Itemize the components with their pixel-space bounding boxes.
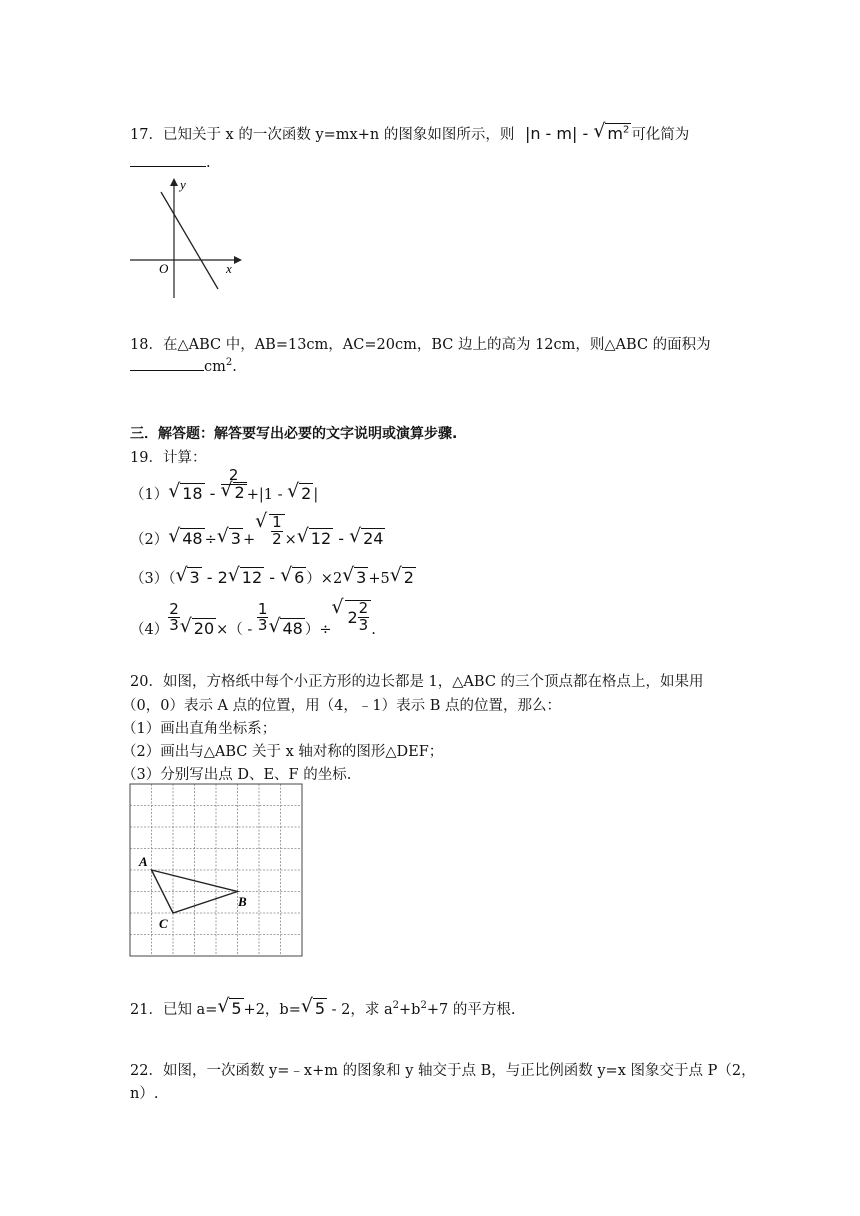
q21-e2: 2 [420, 1000, 427, 1012]
q19-p2-fraction [271, 515, 283, 548]
q19-p4-mn: 2 [358, 599, 369, 617]
q19-p4-md: 3 [358, 615, 369, 634]
q19-p3-open: （ [168, 571, 176, 587]
q19-p2-plus: + [242, 531, 256, 548]
q17-x-label: x [226, 261, 232, 276]
q19-p3-rad4-content: 3 [356, 568, 367, 587]
q19-p4-d1: 3 [169, 616, 179, 635]
q19-p4-rad1 [180, 619, 216, 638]
q19-p3-rad5 [390, 568, 416, 587]
q19-p3-m2: - [264, 568, 281, 587]
q18-text: 18．在△ABC 中，AB=13cm，AC=20cm，BC 边上的高为 12cm，则△ABC 的面积为 [130, 337, 711, 353]
q17-origin-label: O [159, 261, 169, 276]
q21-t4: +b [399, 1002, 421, 1018]
q19-p4-end: . [371, 621, 376, 638]
q19-p4-rad2 [268, 619, 304, 638]
q18-unit: cm [204, 359, 226, 375]
q17-y-arrow [170, 178, 178, 186]
q19-p2-rad1-content: 48 [182, 528, 203, 548]
q17-rad-content: m [607, 124, 623, 143]
q19-p2-rad4-content: 24 [363, 528, 384, 548]
q19-p1-close: | [313, 486, 319, 503]
q18-answer-line [130, 356, 237, 375]
q21-rad2-content: 5 [314, 999, 326, 1018]
q19-p3-rad5-content: 2 [403, 568, 414, 587]
q19-p1-tail: +|1 - [246, 486, 288, 503]
q19-p4-n1: 2 [169, 599, 179, 618]
q19-p2-rad1 [168, 529, 204, 548]
q19-p4-n2: 1 [257, 599, 268, 618]
q21-t5: +7 的平方根. [426, 1002, 516, 1018]
q20-label-c: C [159, 916, 168, 931]
q19-p2-rad2 [217, 529, 243, 548]
q17-minus: - [577, 124, 594, 143]
q19-part2 [130, 514, 385, 549]
q21-e1: 2 [392, 1000, 400, 1012]
q20-line4: （2）画出与△ABC 关于 x 轴对称的图形△DEF； [122, 744, 444, 760]
q19-p2-frac-rad [255, 514, 285, 548]
q17-text [130, 123, 689, 144]
q20-line5: （3）分别写出点 D、E、F 的坐标. [122, 767, 352, 783]
section3-title: 三．解答题：解答要写出必要的文字说明或演算步骤. [130, 426, 458, 442]
q20-grid [130, 784, 302, 956]
q19-p3-label: （3） [130, 571, 169, 587]
q19-p1-num: 2 [228, 466, 239, 484]
q19-p2-rad4 [349, 529, 385, 548]
q17-stem: 17．已知关于 x 的一次函数 y=mx+n 的图象如图所示，则 [130, 127, 515, 143]
q19-p1-den-content: 2 [234, 482, 245, 502]
q20-line3: （1）画出直角坐标系； [122, 721, 277, 737]
q19-p3-plus: +5 [368, 571, 390, 587]
q20-line1: 20．如图，方格纸中每个小正方形的边长都是 1，△ABC 的三个顶点都在格点上，如果用 [130, 674, 704, 690]
q19-p2-times: × [284, 531, 297, 548]
q19-p4-label: （4） [130, 621, 169, 638]
q19-p4-frac2 [257, 599, 269, 635]
q19-p2-rad3 [297, 529, 333, 548]
q19-p1-rad2-content: 2 [301, 483, 312, 503]
q19-p4-close: ）÷ [304, 621, 332, 638]
q21-rad2 [301, 999, 327, 1018]
q18-end: . [232, 359, 237, 375]
q19-p2-fnum: √ 1 [272, 513, 282, 531]
q21-rad1 [217, 999, 243, 1018]
q17-y-label: y [180, 177, 186, 192]
q17-rad-exp: 2 [622, 124, 630, 136]
q17-tail: 可化简为 [631, 127, 690, 143]
q19-p1-fraction [221, 468, 247, 502]
q19-p1-rad1 [168, 484, 204, 503]
q21-rad1-content: 5 [231, 999, 242, 1018]
q17-radical [593, 124, 631, 143]
q19-p3-rad3 [280, 568, 306, 587]
q19-p1-rad2 [287, 484, 313, 503]
q20-grid-figure [128, 782, 306, 958]
q20-label-a: A [139, 854, 148, 869]
q17-x-arrow [234, 256, 242, 264]
q19-p3-rad1 [175, 568, 201, 587]
q22-line2: n）. [130, 1086, 159, 1102]
q21-text [130, 998, 515, 1019]
q18-blank [130, 356, 204, 371]
q19-p3-close: ）×2 [306, 571, 343, 587]
q17-end: . [206, 155, 211, 171]
q19-p3-rad4 [342, 568, 368, 587]
q19-p2-rad2-content: 3 [230, 528, 241, 548]
q20-line2: （0，0）表示 A 点的位置，用（4，﹣1）表示 B 点的位置，那么： [122, 698, 561, 714]
q21-t3: - 2，求 a [327, 1002, 393, 1018]
q19-p4-mixed-rad [331, 600, 371, 634]
q19-p2-div: ÷ [204, 531, 217, 548]
q19-p4-times: ×（ - [216, 621, 257, 638]
q19-p3-rad1-content: 3 [189, 568, 200, 587]
q19-part4 [130, 600, 376, 639]
q19-p1-minus: - [204, 483, 221, 503]
q19-p4-mixed-frac [358, 601, 370, 634]
q19-p2-minus: - [333, 528, 350, 548]
q17-abs-expr: |n - m| [524, 124, 578, 143]
q19-p1-den-rad [221, 482, 247, 502]
q22-line1: 22．如图，一次函数 y=﹣x+m 的图象和 y 轴交于点 B，与正比例函数 y=x 图象交于点 P（2， [130, 1063, 756, 1079]
q19-p3-rad3-content: 6 [294, 568, 305, 587]
q19-p3-rad2 [228, 568, 264, 587]
q19-p3-rad2-content: 12 [241, 568, 263, 587]
q21-t2: +2，b= [243, 1002, 301, 1018]
q19-part3 [130, 567, 416, 588]
q19-intro: 19．计算： [130, 450, 207, 466]
q19-p2-rad3-content: 12 [310, 528, 332, 548]
q19-p4-d2: 3 [257, 616, 268, 635]
q20-label-b: B [238, 894, 247, 909]
q17-function-line [161, 192, 218, 289]
q19-p1-rad1-content: 18 [182, 483, 203, 503]
q18-unit-exp: 2 [225, 357, 233, 369]
q19-p1-label: （1） [130, 486, 169, 503]
q17-answer-line [130, 152, 211, 171]
q19-part1 [130, 468, 318, 504]
q19-p4-frac1 [168, 599, 180, 635]
q17-blank [130, 152, 206, 167]
q17-graph [126, 176, 246, 300]
q19-p4-mixed-int: 2 [347, 607, 358, 627]
q19-p2-fden: 2 [272, 529, 282, 548]
q19-p4-rad2-content: 48 [282, 618, 303, 638]
q19-p4-rad1-content: 20 [193, 618, 215, 638]
q19-p2-label: （2） [130, 531, 169, 548]
q19-p3-m1: - 2 [201, 568, 228, 587]
q21-t1: 21．已知 a= [130, 1002, 218, 1018]
